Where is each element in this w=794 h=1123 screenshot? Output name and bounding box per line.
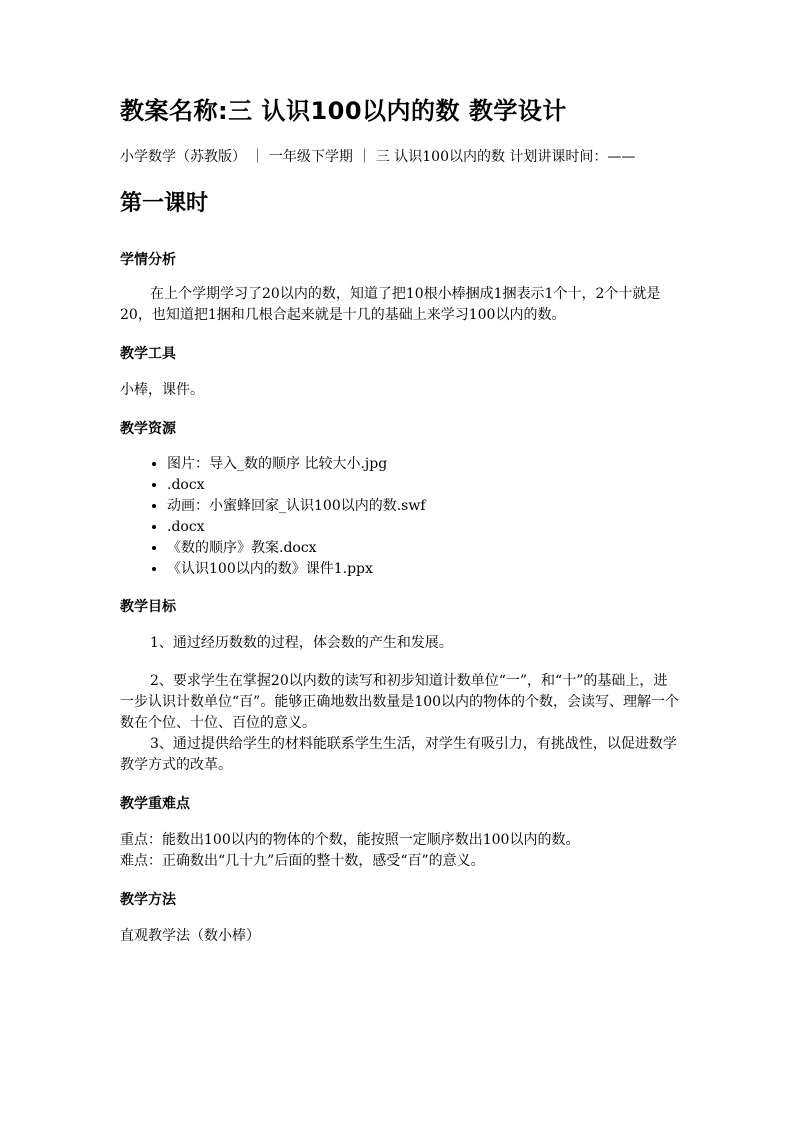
- heading-analysis: 学情分析: [120, 252, 176, 268]
- goal-item: 3、通过提供给学生的材料能联系学生生活，对学生有吸引力，有挑战性，以促进数学教学方式的改革。: [120, 736, 677, 773]
- goal-item: 2、要求学生在掌握20以内数的读写和初步知道计数单位“一”，和“十”的基础上，进一步认识计数单位“百”。能够正确地数出数量是100以内的物体的个数，会读写、理解一个数在个位、十位、百位的意义。: [120, 673, 680, 731]
- heading-difficulties: 教学重难点: [120, 796, 190, 812]
- resource-item[interactable]: • .docx: [167, 517, 680, 538]
- heading-methods: 教学方法: [120, 892, 176, 908]
- resource-item[interactable]: • 《认识100以内的数》课件1.ppx: [167, 559, 680, 580]
- resource-item[interactable]: • 《数的顺序》教案.docx: [167, 538, 680, 559]
- key-point: 重点：能数出100以内的物体的个数，能按照一定顺序数出100以内的数。: [120, 832, 580, 848]
- analysis-text: 在上个学期学习了20以内的数，知道了把10根小棒捆成1捆表示1个十，2个十就是20，也知道把1捆和几根合起来就是十几的基础上来学习100以内的数。: [120, 286, 661, 323]
- document-page: [120, 96, 680, 947]
- resource-item[interactable]: • 动画：小蜜蜂回家_认识100以内的数.swf: [167, 496, 680, 517]
- resource-item[interactable]: • 图片：导入_数的顺序 比较大小.jpg: [167, 454, 680, 475]
- goal-item: 1、通过经历数数的过程，体会数的产生和发展。: [150, 635, 453, 651]
- resource-item[interactable]: • .docx: [167, 475, 680, 496]
- heading-tools: 教学工具: [120, 346, 176, 362]
- tools-text: 小棒，课件。: [120, 382, 204, 398]
- methods-text: 直观教学法（数小棒）: [120, 928, 260, 944]
- hard-point: 难点：正确数出“几十九”后面的整十数，感受“百”的意义。: [120, 853, 485, 869]
- heading-resources: 教学资源: [120, 421, 176, 437]
- document-title: 教案名称:三 认识100以内的数 教学设计: [120, 97, 567, 125]
- resource-list: [120, 454, 680, 580]
- lesson-title: 第一课时: [120, 191, 209, 216]
- course-meta: 小学数学（苏教版） ｜ 一年级下学期 ｜ 三 认识100以内的数 计划讲课时间：——: [120, 149, 636, 165]
- heading-goals: 教学目标: [120, 599, 176, 615]
